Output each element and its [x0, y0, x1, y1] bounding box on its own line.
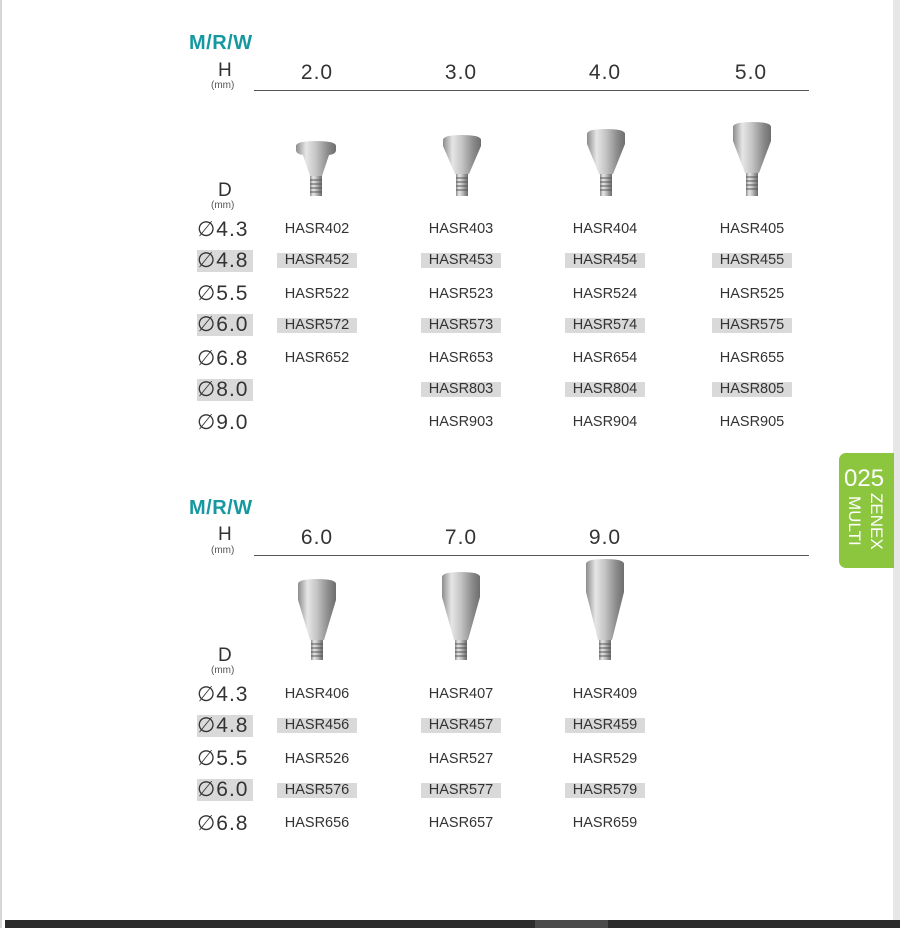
- diameter-label: D: [218, 180, 232, 201]
- abutment-image-h9: [584, 558, 626, 662]
- product-code: HASR459: [565, 718, 645, 733]
- side-tab-label-zenex: ZENEX: [867, 493, 886, 550]
- height-unit: (mm): [211, 545, 235, 556]
- product-code: HASR659: [572, 815, 638, 831]
- height-value: 2.0: [300, 61, 334, 84]
- diameter-cell: ∅6.0: [197, 314, 253, 336]
- page-number: 025: [844, 465, 885, 492]
- product-code: HASR572: [277, 318, 357, 333]
- product-code: HASR905: [719, 414, 785, 430]
- header-rule: [254, 555, 809, 556]
- product-code: HASR525: [719, 286, 785, 302]
- height-value: 3.0: [444, 61, 478, 84]
- product-code: HASR457: [421, 718, 501, 733]
- product-code: HASR454: [565, 253, 645, 268]
- abutment-image-h7: [440, 571, 482, 662]
- header-rule: [254, 90, 809, 91]
- diameter-cell: ∅5.5: [197, 747, 249, 770]
- product-code: HASR404: [572, 221, 638, 237]
- product-code: HASR655: [719, 350, 785, 366]
- product-code: HASR405: [719, 221, 785, 237]
- side-tab-label-multi: MULTI: [845, 496, 864, 546]
- brand-label: M/R/W: [189, 497, 253, 519]
- height-value: 9.0: [588, 526, 622, 549]
- product-code: HASR575: [712, 318, 792, 333]
- diameter-cell: ∅6.8: [197, 347, 249, 370]
- height-label: H: [218, 524, 232, 545]
- product-code: HASR452: [277, 253, 357, 268]
- product-code: HASR654: [572, 350, 638, 366]
- product-code: HASR523: [428, 286, 494, 302]
- product-code: HASR657: [428, 815, 494, 831]
- abutment-image-h2: [295, 140, 337, 198]
- product-code: HASR526: [284, 751, 350, 767]
- diameter-cell: ∅4.3: [197, 218, 249, 241]
- abutment-image-h4: [585, 128, 627, 198]
- product-code: HASR574: [565, 318, 645, 333]
- diameter-cell: ∅4.8: [197, 250, 253, 272]
- height-unit: (mm): [211, 80, 235, 91]
- height-value: 6.0: [300, 526, 334, 549]
- diameter-cell: ∅4.8: [197, 715, 253, 737]
- diameter-unit: (mm): [211, 665, 235, 676]
- height-label: H: [218, 60, 232, 81]
- page-left-edge: [0, 0, 2, 928]
- product-code: HASR576: [277, 783, 357, 798]
- product-code: HASR656: [284, 815, 350, 831]
- product-code: HASR577: [421, 783, 501, 798]
- product-code: HASR652: [284, 350, 350, 366]
- product-code: HASR455: [712, 253, 792, 268]
- product-code: HASR804: [565, 382, 645, 397]
- bottom-toolbar-tab[interactable]: [535, 920, 608, 928]
- page-right-margin: [893, 0, 900, 928]
- product-code: HASR527: [428, 751, 494, 767]
- product-code: HASR803: [421, 382, 501, 397]
- diameter-cell: ∅6.0: [197, 779, 253, 801]
- product-code: HASR904: [572, 414, 638, 430]
- product-code: HASR409: [572, 686, 638, 702]
- abutment-image-h5: [731, 121, 773, 198]
- product-code: HASR529: [572, 751, 638, 767]
- product-code: HASR407: [428, 686, 494, 702]
- diameter-cell: ∅8.0: [197, 379, 253, 401]
- abutment-image-h6: [296, 578, 338, 662]
- product-code: HASR805: [712, 382, 792, 397]
- product-code: HASR903: [428, 414, 494, 430]
- product-code: HASR402: [284, 221, 350, 237]
- product-code: HASR453: [421, 253, 501, 268]
- brand-label: M/R/W: [189, 32, 253, 54]
- product-code: HASR573: [421, 318, 501, 333]
- product-code: HASR456: [277, 718, 357, 733]
- diameter-cell: ∅6.8: [197, 812, 249, 835]
- height-value: 4.0: [588, 61, 622, 84]
- diameter-cell: ∅5.5: [197, 282, 249, 305]
- product-code: HASR653: [428, 350, 494, 366]
- diameter-unit: (mm): [211, 200, 235, 211]
- diameter-label: D: [218, 645, 232, 666]
- height-value: 5.0: [734, 61, 768, 84]
- product-code: HASR579: [565, 783, 645, 798]
- diameter-cell: ∅9.0: [197, 411, 249, 434]
- abutment-image-h3: [441, 134, 483, 198]
- height-value: 7.0: [444, 526, 478, 549]
- product-code: HASR522: [284, 286, 350, 302]
- bottom-toolbar: [5, 920, 900, 928]
- product-code: HASR406: [284, 686, 350, 702]
- diameter-cell: ∅4.3: [197, 683, 249, 706]
- product-code: HASR403: [428, 221, 494, 237]
- product-code: HASR524: [572, 286, 638, 302]
